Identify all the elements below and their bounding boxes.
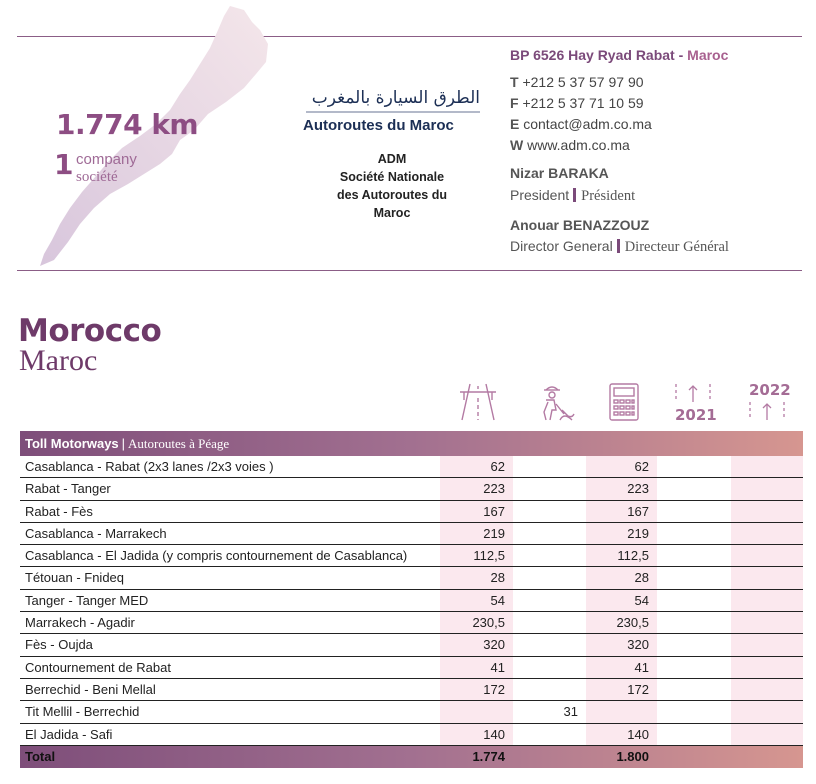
arrow-up-icon — [672, 380, 716, 406]
row-label: Tétouan - Fnideq — [25, 570, 125, 586]
row-cell-c1: 223 — [440, 478, 513, 499]
row-cell-c5 — [731, 679, 803, 700]
table-row — [20, 523, 803, 545]
row-cell-c3: 28 — [586, 567, 657, 588]
row-cell-c4 — [657, 523, 731, 544]
row-cell-c1: 28 — [440, 567, 513, 588]
row-cell-c5 — [731, 634, 803, 655]
director-role — [510, 238, 729, 256]
row-cell-c2 — [513, 501, 586, 522]
row-cell-c2 — [513, 679, 586, 700]
logo-arabic-text: الطرق السيارة بالمغرب — [311, 88, 480, 108]
row-cell-c3: 112,5 — [586, 545, 657, 566]
table-row — [20, 634, 803, 656]
row-cell-c4 — [657, 612, 731, 633]
phone-line — [510, 74, 644, 90]
phone-number: +212 5 37 57 97 90 — [522, 74, 644, 90]
address-text: BP 6526 Hay Ryad Rabat - — [510, 47, 684, 63]
row-cell-c3: 172 — [586, 679, 657, 700]
email-link[interactable]: contact@adm.co.ma — [523, 116, 652, 132]
total-cell-3: 1.800 — [616, 748, 649, 764]
row-cell-c3: 223 — [586, 478, 657, 499]
row-label: Tanger - Tanger MED — [25, 592, 149, 608]
row-label: Contournement de Rabat — [25, 659, 171, 675]
row-cell-c5 — [731, 724, 803, 745]
row-label: Casablanca - Rabat (2x3 lanes /2x3 voies ) — [25, 459, 274, 474]
row-cell-c1: 140 — [440, 724, 513, 745]
row-cell-c1: 112,5 — [440, 545, 513, 566]
row-cell-c2 — [513, 724, 586, 745]
row-label: Rabat - Tanger — [25, 481, 111, 497]
web-label: W — [510, 137, 524, 153]
row-cell-c4 — [657, 567, 731, 588]
table-row — [20, 679, 803, 701]
company-label-en: company — [76, 151, 137, 168]
row-cell-c5 — [731, 567, 803, 588]
row-cell-c3: 41 — [586, 657, 657, 678]
roadworks-icon — [532, 380, 576, 424]
row-cell-c5 — [731, 590, 803, 611]
fax-label: F — [510, 95, 519, 111]
row-cell-c1: 41 — [440, 657, 513, 678]
row-cell-c2 — [513, 523, 586, 544]
section-title-fr: Autoroutes à Péage — [128, 436, 230, 451]
row-cell-c3 — [586, 701, 657, 722]
director-name: Anouar BENAZZOUZ — [510, 217, 650, 233]
president-role-en: President — [510, 187, 570, 203]
row-cell-c5 — [731, 545, 803, 566]
org-line-4: Maroc — [373, 206, 411, 220]
row-label: Marrakech - Agadir — [25, 615, 135, 631]
row-cell-c4 — [657, 590, 731, 611]
row-cell-c2 — [513, 634, 586, 655]
director-role-fr: Directeur Général — [624, 239, 729, 255]
row-cell-c1: 172 — [440, 679, 513, 700]
row-cell-c2 — [513, 478, 586, 499]
table-row — [20, 478, 803, 500]
row-cell-c4 — [657, 478, 731, 499]
table-section-header — [20, 431, 803, 456]
email-label: E — [510, 116, 520, 132]
country-title-en: Morocco — [18, 313, 162, 349]
role-separator — [617, 239, 620, 253]
email-line — [510, 116, 652, 132]
row-cell-c3: 167 — [586, 501, 657, 522]
row-cell-c4 — [657, 657, 731, 678]
row-label: Casablanca - Marrakech — [25, 525, 167, 541]
row-label: Casablanca - El Jadida (y compris contournement de Casablanca) — [25, 548, 408, 564]
table-total-row — [20, 746, 803, 768]
phone-label: T — [510, 74, 519, 90]
table-row — [20, 701, 803, 723]
table-row — [20, 456, 803, 478]
table-row — [20, 545, 803, 567]
row-label: Tit Mellil - Berrechid — [25, 704, 140, 720]
column-year-2022: 2022 — [749, 381, 791, 399]
row-cell-c4 — [657, 545, 731, 566]
table-row — [20, 590, 803, 612]
row-cell-c5 — [731, 478, 803, 499]
org-line-2: Société Nationale — [339, 170, 445, 184]
section-separator: | — [121, 436, 126, 451]
table-row — [20, 501, 803, 523]
row-cell-c5 — [731, 523, 803, 544]
column-year-2021: 2021 — [675, 406, 717, 424]
website-link[interactable]: www.adm.co.ma — [527, 137, 630, 153]
logo-divider — [306, 111, 480, 113]
row-cell-c1: 54 — [440, 590, 513, 611]
row-cell-c1: 62 — [440, 456, 513, 477]
row-cell-c3: 230,5 — [586, 612, 657, 633]
row-cell-c4 — [657, 724, 731, 745]
row-cell-c3: 62 — [586, 456, 657, 477]
org-line-3: des Autoroutes du — [337, 188, 447, 202]
logo-french-text: Autoroutes du Maroc — [303, 117, 454, 134]
total-cell-1: 1.774 — [472, 748, 505, 764]
address-country: Maroc — [687, 47, 729, 63]
row-label: Rabat - Fès — [25, 503, 93, 519]
row-cell-c2 — [513, 657, 586, 678]
company-count: 1 — [54, 148, 74, 181]
row-cell-c3: 219 — [586, 523, 657, 544]
director-role-en: Director General — [510, 238, 613, 254]
table-row — [20, 724, 803, 746]
row-cell-c4 — [657, 679, 731, 700]
role-separator — [573, 188, 576, 202]
company-label-fr: société — [76, 169, 118, 185]
row-cell-c4 — [657, 701, 731, 722]
row-label: Berrechid - Beni Mellal — [25, 681, 156, 697]
row-cell-c4 — [657, 634, 731, 655]
row-cell-c2 — [513, 590, 586, 611]
postal-address — [510, 47, 728, 63]
row-cell-c1: 230,5 — [440, 612, 513, 633]
row-cell-c3: 320 — [586, 634, 657, 655]
row-cell-c1: 167 — [440, 501, 513, 522]
table-row — [20, 657, 803, 679]
network-length: 1.774 km — [56, 108, 199, 141]
table-row — [20, 567, 803, 589]
organization-name — [322, 150, 462, 222]
row-cell-c2 — [513, 545, 586, 566]
web-line — [510, 137, 630, 153]
row-cell-c2 — [513, 567, 586, 588]
header-bottom-rule — [17, 270, 802, 271]
row-cell-c1: 320 — [440, 634, 513, 655]
row-label: Fès - Oujda — [25, 637, 93, 653]
motorways-table — [20, 431, 803, 768]
calculator-icon — [606, 380, 642, 424]
president-role-fr: Président — [581, 188, 636, 204]
total-label: Total — [25, 748, 56, 764]
row-cell-c3: 140 — [586, 724, 657, 745]
row-cell-c2 — [513, 612, 586, 633]
president-role — [510, 187, 635, 205]
motorway-icon — [456, 380, 500, 424]
row-label: El Jadida - Safi — [25, 726, 113, 742]
fax-number: +212 5 37 71 10 59 — [522, 95, 644, 111]
row-cell-c3: 54 — [586, 590, 657, 611]
row-cell-c5 — [731, 612, 803, 633]
table-body — [20, 456, 803, 746]
country-title-fr: Maroc — [19, 344, 98, 377]
row-cell-c1: 219 — [440, 523, 513, 544]
row-cell-c2 — [513, 456, 586, 477]
row-cell-c4 — [657, 501, 731, 522]
row-cell-c2: 31 — [563, 704, 578, 720]
row-cell-c5 — [731, 657, 803, 678]
row-cell-c5 — [731, 456, 803, 477]
org-line-1: ADM — [377, 152, 407, 166]
row-cell-c5 — [731, 701, 803, 722]
president-name: Nizar BARAKA — [510, 165, 609, 181]
fax-line — [510, 95, 644, 111]
row-cell-c1 — [440, 701, 513, 722]
row-cell-c5 — [731, 501, 803, 522]
section-title-en: Toll Motorways — [25, 436, 119, 451]
row-cell-c4 — [657, 456, 731, 477]
table-row — [20, 612, 803, 634]
